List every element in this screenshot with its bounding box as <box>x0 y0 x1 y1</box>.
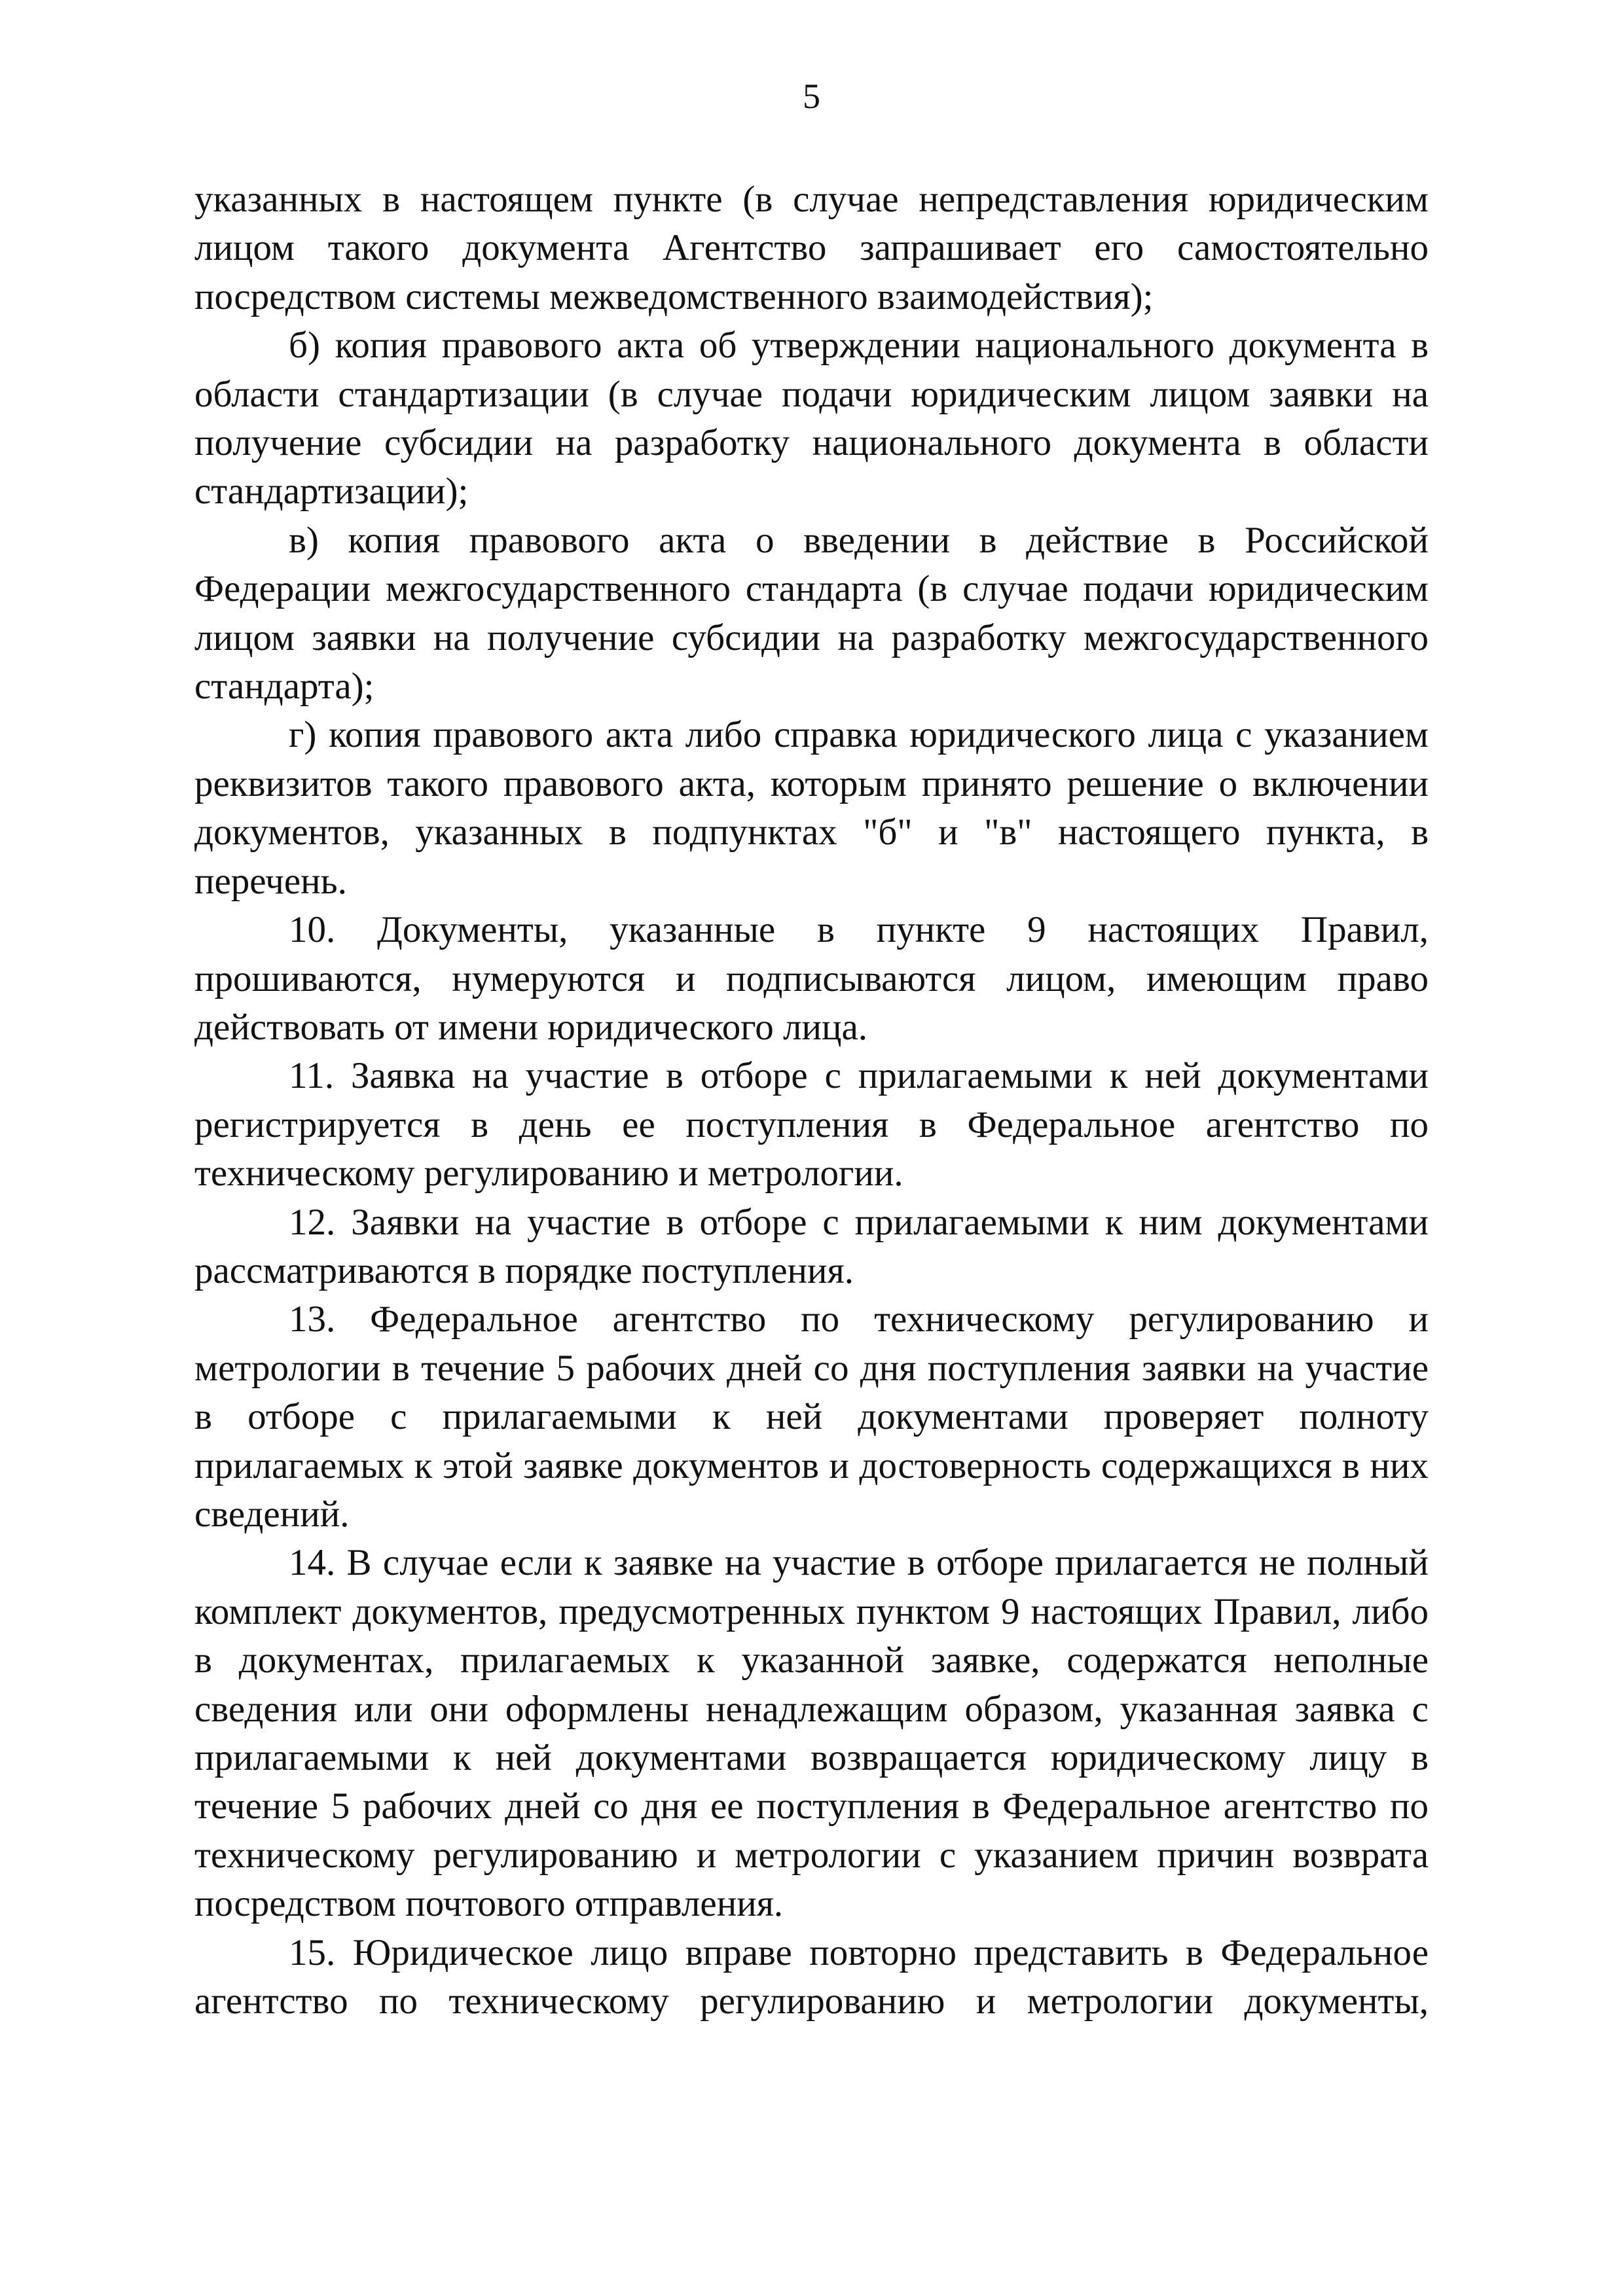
paragraph-item-14: 14. В случае если к заявке на участие в отборе прилагается не полный комплект документов, предусмотренных пунктом 9 настоящих Правил, либо в документах, прилагаемых к указанной заявке, содержатся неполные сведения или они оформлены ненадлежащим образом, указанная заявка с прилагаемыми к ней документами возвращается юридическому лицу в течение 5 рабочих дней со дня ее поступления в Федеральное агентство по техническому регулированию и метрологии с указанием причин возврата посредством почтового отправления. <box>194 1542 1429 1925</box>
document-body <box>194 175 1429 2026</box>
paragraph-item-10: 10. Документы, указанные в пункте 9 настоящих Правил, прошиваются, нумеруются и подписываются лицом, имеющим право действовать от имени юридического лица. <box>194 909 1429 1048</box>
paragraph-subitem-g: г) копия правового акта либо справка юридического лица с указанием реквизитов такого правового акта, которым принято решение о включении документов, указанных в подпунктах "б" и "в" настоящего пункта, в перечень. <box>194 714 1429 902</box>
paragraph-item-15: 15. Юридическое лицо вправе повторно представить в Федеральное агентство по техническому регулированию и метрологии документы, <box>194 1931 1429 2022</box>
paragraph-subitem-b: б) копия правового акта об утверждении национального документа в области стандартизации (в случае подачи юридическим лицом заявки на получение субсидии на разработку национального документа в области стандартизации); <box>194 325 1429 512</box>
paragraph-item-11: 11. Заявка на участие в отборе с прилагаемыми к ней документами регистрируется в день ее поступления в Федеральное агентство по техническому регулированию и метрологии. <box>194 1055 1429 1194</box>
paragraph-item-12: 12. Заявки на участие в отборе с прилагаемыми к ним документами рассматриваются в порядке поступления. <box>194 1201 1429 1291</box>
paragraph-continuation: указанных в настоящем пункте (в случае непредставления юридическим лицом такого документа Агентство запрашивает его самостоятельно посредством системы межведомственного взаимодействия); <box>194 179 1429 317</box>
paragraph-subitem-v: в) копия правового акта о введении в действие в Российской Федерации межгосударственного стандарта (в случае подачи юридическим лицом заявки на получение субсидии на разработку межгосударственного стандарта); <box>194 519 1429 708</box>
paragraph-item-13: 13. Федеральное агентство по техническому регулированию и метрологии в течение 5 рабочих дней со дня поступления заявки на участие в отборе с прилагаемыми к ней документами проверяет полноту прилагаемых к этой заявке документов и достоверность содержащихся в них сведений. <box>194 1299 1429 1535</box>
page-number: 5 <box>803 77 820 116</box>
